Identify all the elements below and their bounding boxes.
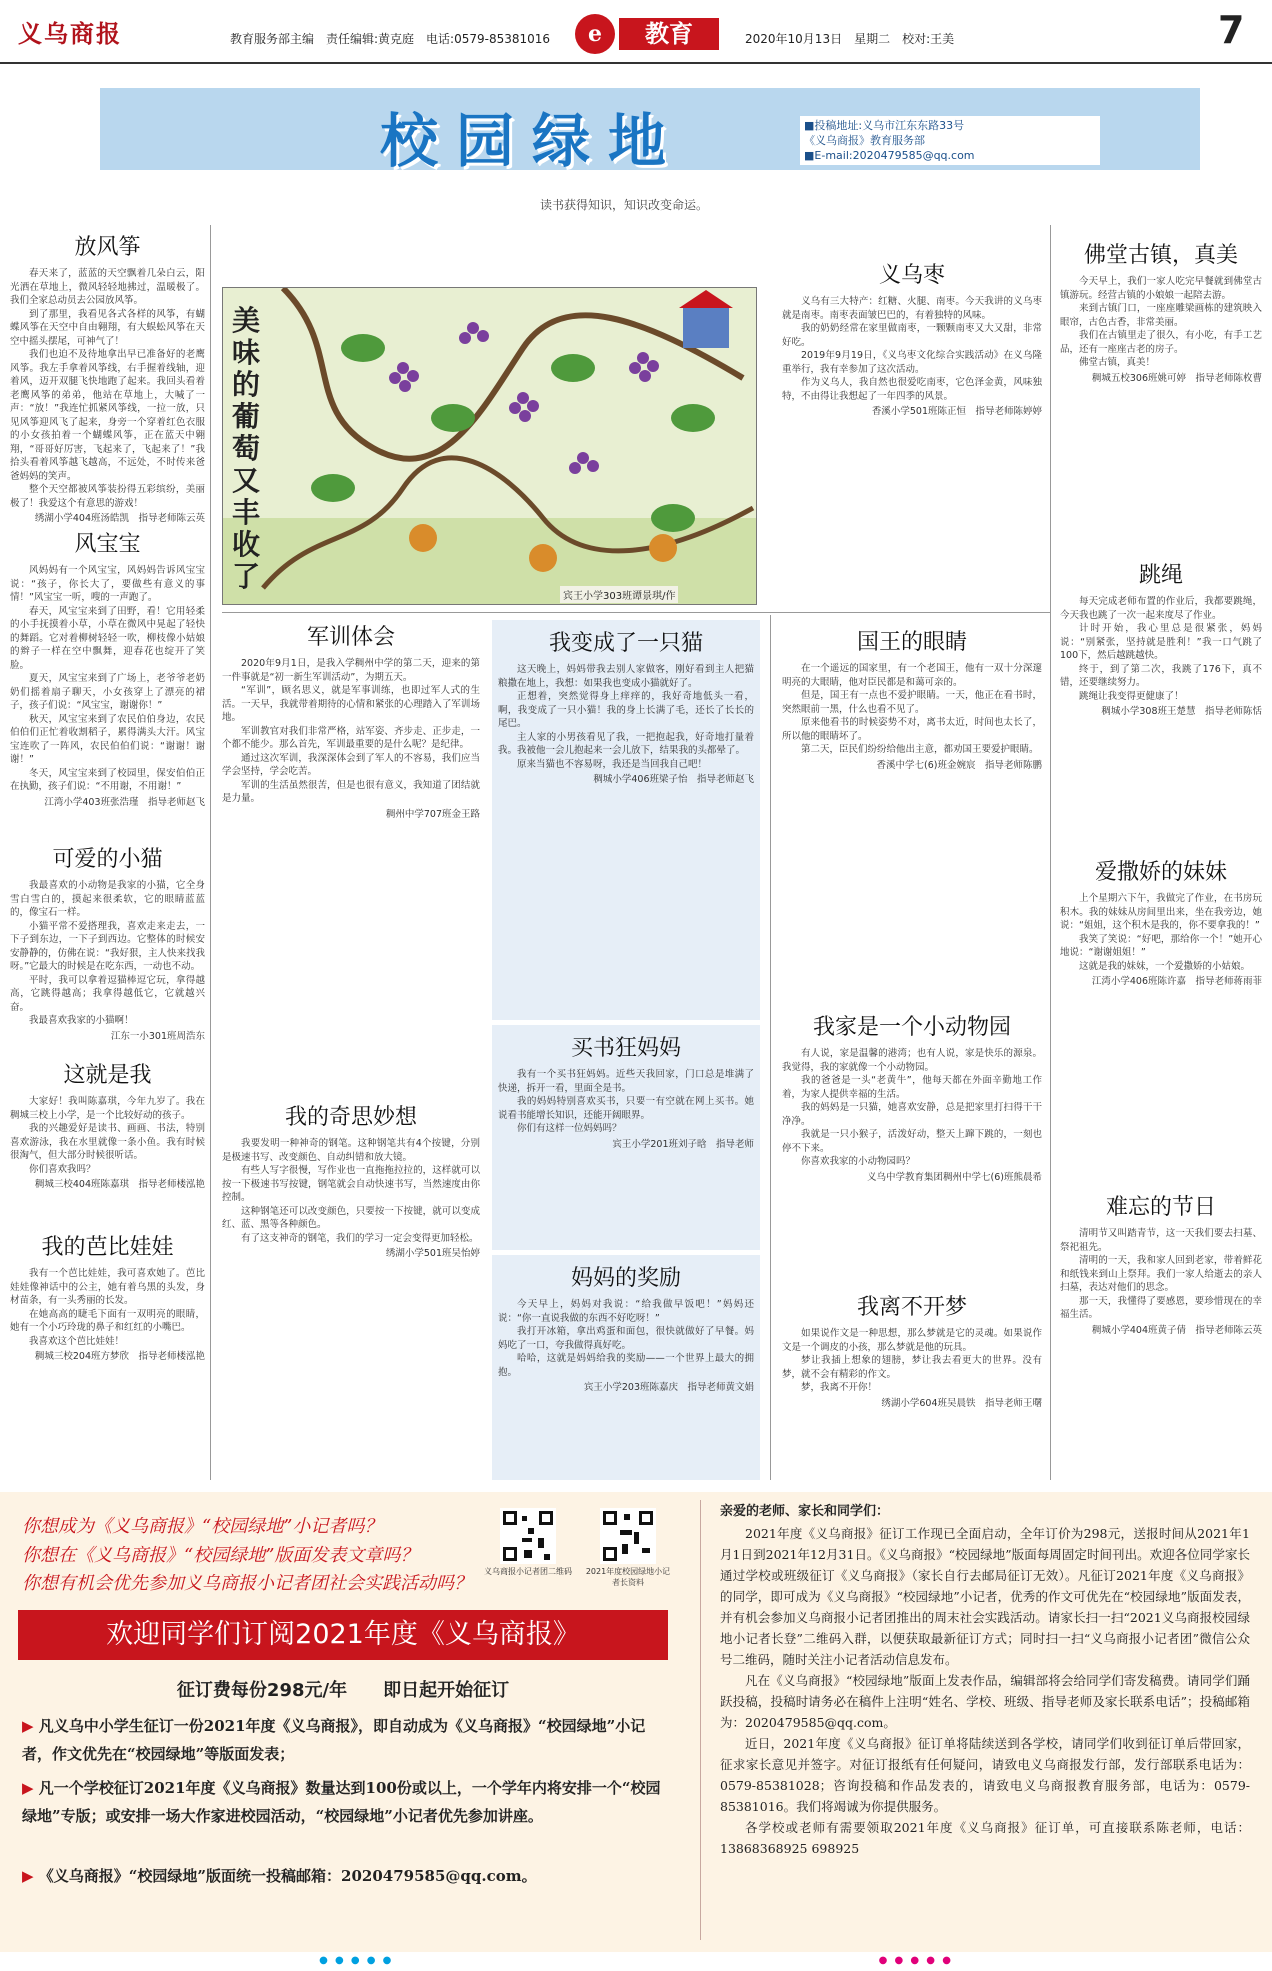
article-byline: 稠州中学707班金王路 [385,808,480,820]
article-paragraph: 有了这支神奇的钢笔，我们的学习一定会变得更加轻松。 [241,1232,479,1244]
column-title: 校园绿地 [380,107,685,175]
article-paragraph: 我的妈妈特别喜欢买书，只要一有空就在网上买书。她说看书能增长知识，还能开阔眼界。 [498,1096,754,1121]
column-divider [770,615,771,1480]
article-paragraph: 我的爸爸是一头“老黄牛”，他每天都在外面辛勤地工作着，为家人提供幸福的生活。 [782,1075,1042,1100]
article-paragraph: 我的奶奶经常在家里做南枣，一颗颗南枣又大又甜，非常好吃。 [782,323,1042,348]
masthead: 义乌商报 [18,19,122,48]
article-paragraph: 如果说作文是一种思想，那么梦就是它的灵魂。如果说作文是一个调皮的小孩，那么梦就是他的玩具。 [782,1328,1042,1353]
article-paragraph: 我最喜欢的小动物是我家的小猫，它全身雪白雪白的，摸起来很柔软，它的眼睛蓝蓝的，像宝石一样。 [10,880,205,918]
article-paragraph: 梦，我离不开你！ [801,1382,878,1393]
article-paragraph: 今天早上，我们一家人吃完早餐就到佛堂古镇游玩。经营古镇的小娘娘一起陪去游。 [1060,276,1262,301]
article-paragraph: 跳绳让我变得更健康了！ [1079,690,1184,702]
article-byline: 绣湖小学501班吴怡婷 [385,1248,480,1259]
section-divider [222,612,1050,613]
article-byline: 绣湖小学404班汤皓凯 指导老师陈云英 [34,513,205,522]
article-paragraph: 你们喜欢我吗？ [29,1163,96,1175]
article-title: 军训体会 [306,625,395,650]
article-yiwu-date [782,258,1042,610]
column-divider [1050,225,1051,1480]
article-sister [1060,855,1262,1185]
subscribe-banner: 欢迎同学们订阅2021年度《义乌商报》 [18,1610,668,1660]
article-king-eyes [782,625,1042,1005]
qr-caption: 2021年度校园绿地小记者长资料 [585,1567,671,1587]
ad-benefit [22,1774,672,1830]
grape-painting-image [223,288,756,604]
article-title: 可爱的小猫 [52,847,163,872]
article-paragraph: 我打开冰箱，拿出鸡蛋和面包，很快就做好了早餐。妈妈吃了一口，夸我做得真好吃。 [498,1326,754,1351]
article-paragraph: 这就是我的妹妹，一个爱撒娇的小姑娘。 [1079,960,1251,972]
article-paragraph: 秋天，风宝宝来到了农民伯伯身边，农民伯伯们正忙着收割稻子，累得满头大汗。风宝宝连吹了一阵风，农民伯伯们说：“谢谢！谢谢！” [10,713,205,765]
article-paragraph: 小猫平常不爱搭理我，喜欢走来走去，一下子到东边，一下子到西边。它整体的时候安安静静的，仿佛在说：“我好狠，主人快来找我呀。”它最大的时候是在吃东西，一动也不动。 [10,920,205,972]
article-paragraph: 我的兴趣爱好是读书、画画、书法，特别喜欢游泳，我在水里就像一条小鱼。我有时候很淘气，但大部分时候很听话。 [10,1123,205,1161]
article-paragraph: 正想着，突然觉得身上痒痒的，我好奇地低头一看，啊，我变成了一只小猫！我的身上长满了毛，还长了长长的尾巴。 [498,691,754,729]
article-byline: 稠城三校404班陈嘉琪 指导老师楼泓艳 [34,1179,205,1190]
section-name: 教育 [619,18,719,50]
contact-dept: 《义乌商报》教育服务部 [804,134,925,147]
article-wind [10,527,205,837]
publication-info: 教育服务部主编 责任编辑:黄克庭 电话:0579-85381016 [230,32,551,46]
article-paragraph: 这种钢笔还可以改变颜色，只要按一下按键，就可以变成红、蓝、黑等各种颜色。 [222,1205,480,1230]
article-paragraph: 夏天，风宝宝来到了广场上，老爷爷老奶奶们摇着扇子聊天，小女孩穿上了漂亮的裙子，孩子们说：“风宝宝，谢谢你！” [10,673,205,711]
qr-code-icon[interactable] [600,1508,656,1564]
article-byline: 绣湖小学604班吴晨铁 指导老师王曙 [881,1397,1042,1409]
ad-benefit [22,1712,672,1768]
article-paragraph: 义乌有三大特产：红糖、火腿、南枣。今天我讲的义乌枣就是南枣。南枣表面皱巴巴的，有着独特的风味。 [782,296,1042,321]
article-byline: 香溪小学501班陈正恒 指导老师陈婷婷 [871,406,1042,417]
article-paragraph: 我要发明一种神奇的钢笔。这种钢笔共有4个按键，分别是极速书写、改变颜色、自动纠错和放大镜。 [222,1138,480,1163]
article-paragraph: 我的妈妈是一只猫，她喜欢安静，总是把家里打扫得干干净净。 [782,1102,1042,1127]
article-byline: 宾王小学203班陈嘉庆 指导老师黄文娟 [583,1382,754,1393]
article-paragraph: 今天早上，妈妈对我说：“给我做早饭吧！”妈妈还说：“你一直说我做的东西不好吃呀！” [498,1299,754,1324]
triangle-icon: ▶ [22,1717,39,1735]
article-paragraph: 那一天，我懂得了要感恩，要珍惜现在的幸福生活。 [1060,1295,1262,1320]
article-paragraph: 我有一个买书狂妈妈。近些天我回家，门口总是堆满了快递，拆开一看，里面全是书。 [498,1069,754,1094]
article-byline: 江湾小学403班张浩瑾 指导老师赵飞 [44,796,205,808]
article-title: 我的芭比娃娃 [41,1235,174,1260]
article-cat [10,842,205,1052]
article-book-mom [492,1025,760,1250]
article-byline: 稠城小学406班梁子怡 指导老师赵飞 [593,774,754,785]
article-paragraph: “军训”，顾名思义，就是军事训练，也即过军人式的生活。一天早，我就带着期待的心情和紧张的心理踏入了军训场地。 [222,685,480,723]
ad-question: 你想在《义乌商报》“校园绿地”版面发表文章吗？ [22,1545,419,1566]
article-title: 佛堂古镇，真美 [1083,243,1238,268]
article-paragraph: 梦让我插上想象的翅膀，梦让我去看更大的世界。没有梦，就不会有精彩的作文。 [782,1355,1042,1380]
article-byline: 宾王小学201班刘子晗 指导老师 [612,1138,754,1150]
article-paragraph: 每天完成老师布置的作业后，我都要跳绳，今天我也跳了一次一起来度尽了作业。 [1060,596,1262,621]
article-paragraph: 你们有这样一位妈妈吗？ [517,1123,622,1134]
column-divider [210,225,211,1480]
notice-paragraph: 2021年度《义乌商报》征订工作现已全面启动，全年订价为298元，送报时间从2021年1月1日到2021年12月31日。《义乌商报》“校园绿地”版面每周固定时间刊出。欢迎各位同学家长通过学校或班级征订《义乌商报》（家长自行去邮局征订无效）。凡征订2021年度《义乌商报》的同学，即可成为《义乌商报》“校园绿地”小记者，优秀的作文可优先在“校园绿地”版面发表，并有机会参加义乌商报小记者团推出的周末社会实践活动。请家长扫一扫“2021义乌商报校园绿地小记者长登”二维码入群，以便获取最新征订方式；同时扫一扫“义乌商报小记者团”微信公众号二维码，随时关注小记者活动信息发布。 [720,1526,1250,1667]
article-byline: 江湾小学406班陈许嘉 指导老师蒋雨菲 [1091,976,1262,987]
article-paragraph: 我们在古镇里走了很久，有小吃，有手工艺品，还有一座座古老的房子。 [1060,330,1262,355]
article-paragraph: 2019年9月19日，《义乌枣文化综合实践活动》在义乌隆重举行，我有幸参加了这次活动。 [782,350,1042,375]
article-paragraph: 这天晚上，妈妈带我去别人家做客，刚好看到主人把猫粮撒在地上，我想：如果我也变成小猫就好了。 [498,664,754,689]
article-paragraph: 冬天，风宝宝来到了校园里，保安伯伯正在执勤，孩子们说：“不用谢，不用谢！” [10,767,205,792]
article-paragraph: 佛堂古镇，真美！ [1079,357,1156,368]
article-paragraph: 春天来了，蓝蓝的天空飘着几朵白云，阳光洒在草地上，微风轻轻地拂过，温暖极了。我们全家总动员去公园放风筝。 [10,268,205,306]
children-painting [222,287,757,605]
painting-credit: 宾王小学303班谭景琪/作 [560,586,678,603]
contact-email[interactable]: ■E-mail:2020479585@qq.com [804,149,975,162]
article-paragraph: 风妈妈有一个风宝宝，风妈妈告诉风宝宝说：“孩子，你长大了，要做些有意义的事情！”风宝宝一听，嗖的一声跑了。 [10,565,205,603]
triangle-icon: ▶ [22,1867,39,1885]
subscribe-price: 征订费每份298元/年 即日起开始征订 [176,1680,510,1701]
subscription-notice [720,1500,1250,1859]
article-me [10,1058,205,1225]
article-paragraph: 我有一个芭比娃娃，我可喜欢她了。芭比娃娃像神话中的公主，她有着乌黑的头发，身材苗条，有一头秀丽的长发。 [10,1268,205,1306]
article-doll [10,1230,205,1480]
ad-divider [700,1500,701,1940]
article-title: 我变成了一只猫 [548,631,703,656]
article-byline: 稠城小学404班黄子倩 指导老师陈云英 [1091,1324,1262,1336]
article-title: 国王的眼睛 [856,630,967,655]
article-paragraph: 平时，我可以拿着逗猫棒逗它玩，拿得越高，它跳得越高；我拿得越低它，它就越兴奋。 [10,974,205,1013]
article-title: 妈妈的奖励 [570,1266,681,1291]
article-paragraph: 你喜欢我家的小动物园吗？ [801,1156,916,1167]
article-title: 爱撒娇的妹妹 [1094,860,1227,885]
date-info: 2020年10月13日 星期二 校对:王美 [745,32,955,46]
article-paragraph: 在一个遥远的国家里，有一个老国王，他有一双十分深邃明亮的大眼睛，他对臣民都是和蔼可亲的。 [782,663,1042,688]
article-fotang [1060,238,1262,553]
page-number: 7 [1218,8,1245,52]
article-paragraph: 在她高高的睫毛下面有一双明亮的眼睛，她有一个小巧玲珑的鼻子和红红的小嘴巴。 [10,1308,205,1333]
article-mom-reward [492,1255,760,1480]
article-title: 我的奇思妙想 [284,1105,417,1130]
ad-question: 你想有机会优先参加义乌商报小记者团社会实践活动吗？ [22,1573,472,1594]
article-title: 跳绳 [1138,563,1183,588]
triangle-icon: ▶ [22,1779,39,1797]
notice-paragraph: 凡在《义乌商报》“校园绿地”版面上发表作品，编辑部将会给同学们寄发稿费。请同学们踊跃投稿，投稿时请务必在稿件上注明“姓名、学校、班级、指导老师及家长联系电话”；投稿邮箱为：2020479585@qq.com。 [720,1673,1250,1730]
section-badge [575,14,735,54]
article-title: 义乌枣 [878,263,945,288]
article-paragraph: 清明节又叫踏青节，这一天我们要去扫墓、祭祀祖先。 [1060,1228,1262,1253]
painting-title: 美味的葡萄又丰收了 [232,304,261,593]
article-paragraph: 有人说，家是温馨的港湾；也有人说，家是快乐的源泉。我觉得，我的家就像一个小动物园。 [782,1048,1042,1073]
notice-paragraph: 近日，2021年度《义乌商报》征订单将陆续送到各学校，请同学们收到征订单后带回家，征求家长意见并签字。对征订报纸有任何疑问，请致电义乌商报发行部，发行部联系电话为：0579-85381028；咨询投稿和作品发表的，请致电义乌商报教育服务部，电话为：0579-85381016。我们将竭诚为你提供服务。 [720,1736,1250,1814]
article-dream [782,1290,1042,1480]
article-paragraph: 大家好！我叫陈嘉琪，今年九岁了。我在稠城三校上小学，是一个比较好动的孩子。 [10,1096,205,1121]
article-military [222,620,480,1090]
article-paragraph: 我们也迫不及待地拿出早已准备好的老鹰风筝。我左手拿着风筝线，右手握着线轴，迎着风，迈开双腿飞快地跑了起来。我回头看着老鹰风筝的弟弟，他站在草地上，大喊了一声：“放！”我连忙抓紧风筝线，一拉一放，只见风筝迎风飞了起来，身旁一个穿着红色衣服的小女孩拍着一个蝴蝶风筝，正在蓝天中翱翔，“哥哥好厉害，飞起来了，飞起来了！”我拾头看着风筝越飞越高，不远处，不时传来爸爸妈妈的笑声。 [10,349,205,482]
article-paragraph: 清明的一天，我和家人回到老家，带着鲜花和纸钱来到山上祭拜。我们一家人给逝去的亲人扫墓，表达对他们的思念。 [1060,1255,1262,1293]
article-paragraph: 来到古镇门口，一座座雕梁画栋的建筑映入眼帘，古色古香，非常美丽。 [1060,303,1262,328]
article-title: 买书狂妈妈 [570,1036,681,1061]
article-home-zoo [782,1010,1042,1280]
contact-address: ■投稿地址:义乌市江东东路33号 [804,119,965,132]
article-paragraph: 军训教官对我们非常严格，站军姿、齐步走、正步走，一个都不能少。那么首先，军训最重要的是什么呢？是纪律。 [222,725,480,750]
article-jump-rope [1060,558,1262,848]
article-title: 我离不开梦 [856,1295,967,1320]
article-paragraph: 军训的生活虽然很苦，但是也很有意义，我知道了团结就是力量。 [222,779,480,804]
article-festival [1060,1190,1262,1480]
article-kite [10,230,205,522]
article-paragraph: 春天，风宝宝来到了田野，看！它用轻柔的小手抚摸着小草，小草在微风中晃起了轻快的舞蹈。它对着柳树轻轻一吹，柳枝像小姑娘的辫子一样在空中飘舞，迎春花也绽开了笑脸。 [10,605,205,671]
registration-marks [0,1955,1272,1969]
article-paragraph: 第二天，臣民们纷纷给他出主意，都劝国王要爱护眼睛。 [801,744,1039,755]
ad-question: 你想成为《义乌商报》“校园绿地”小记者吗？ [22,1516,383,1537]
article-paragraph: 哈哈，这就是妈妈给我的奖励——一个世界上最大的拥抱。 [498,1353,754,1378]
slogan: 读书获得知识，知识改变命运。 [540,198,709,212]
article-paragraph: 上个星期六下午，我做完了作业，在书房玩积木。我的妹妹从房间里出来，坐在我旁边，她说：“姐姐，这个积木是我的，你不要拿我的！” [1060,893,1262,931]
article-paragraph: 原来当猫也不容易呀，我还是当回我自己吧！ [517,758,708,770]
article-paragraph: 有些人写字很慢，写作业也一直拖拖拉拉的，这样就可以按一下极速书写按键，钢笔就会自动快速书写，当然速度由你控制。 [222,1165,480,1203]
article-title: 风宝宝 [74,532,141,557]
article-paragraph: 主人家的小男孩看见了我，一把抱起我，好奇地打量着我。我被他一会儿抱起来一会儿放下，结果我的头都晕了。 [498,731,754,756]
article-byline: 稠城五校306班姚可婷 指导老师陈枚曹 [1091,372,1262,384]
article-paragraph: 但是，国王有一点也不爱护眼睛。一天，他正在看书时，突然眼前一黑，什么也看不见了。 [782,690,1042,715]
notice-salutation: 亲爱的老师、家长和同学们： [720,1504,890,1519]
article-paragraph: 我就是一只小猴子，活泼好动，整天上蹿下跳的，一刻也停不下来。 [782,1129,1042,1154]
article-byline: 江东一小301班周浩东 [110,1030,205,1042]
article-byline: 稠城三校204班方梦欣 指导老师楼泓艳 [34,1351,205,1362]
article-byline: 义乌中学教育集团稠州中学七(6)班熊晨希 [867,1171,1042,1183]
article-paragraph: 我最喜欢我家的小猫啊！ [29,1015,134,1026]
ad-benefit [22,1862,672,1890]
article-paragraph: 整个天空都被风筝装扮得五彩缤纷，美丽极了！我爱这个有意思的游戏！ [10,484,205,509]
article-paragraph: 原来他看书的时候姿势不对，离书太近，时间也太长了，所以他的眼睛坏了。 [782,717,1042,742]
article-paragraph: 计时开始，我心里总是很紧张，妈妈说：“别紧张，坚持就是胜利！”我一口气跳了100下，然后越跳越快。 [1060,623,1262,661]
article-magic-pen [222,1100,480,1480]
section-logo-icon: e [575,14,615,54]
article-paragraph: 终于，到了第二次，我跳了176下，真不错，还要继续努力。 [1060,663,1262,688]
article-title: 难忘的节日 [1105,1195,1216,1220]
article-paragraph: 2020年9月1日，是我入学稠州中学的第二天，迎来的第一件事就是“初一新生军训活动”，为期五天。 [222,658,480,683]
qr-code-icon[interactable] [500,1508,556,1564]
ad-benefit-text: 《义乌商报》“校园绿地”版面统一投稿邮箱：2020479585@qq.com。 [38,1867,537,1885]
notice-paragraph: 各学校或老师有需要领取2021年度《义乌商报》征订单，可直接联系陈老师，电话：13868368925 698925 [720,1820,1250,1856]
article-title: 我家是一个小动物园 [812,1015,1011,1040]
ad-benefit-text: 凡一个学校征订2021年度《义乌商报》数量达到100份或以上，一个学年内将安排一个“校园绿地”专版；或安排一场大作家进校园活动，“校园绿地”小记者优先参加讲座。 [22,1779,661,1825]
dot-icon: ● ● ● ● ● [878,1955,953,1966]
article-title: 放风筝 [74,235,141,260]
article-byline: 稠城小学308班王楚慧 指导老师陈恬 [1101,706,1262,717]
article-title: 这就是我 [63,1063,152,1088]
article-cat-self [492,620,760,1020]
article-byline: 香溪中学七(6)班金婉宸 指导老师陈鹏 [876,759,1042,771]
article-paragraph: 到了那里，我看见各式各样的风筝，有蝴蝶风筝在天空中自由翱翔，有大蜈蚣风筝在天空中摇头摆尾，可神气了！ [10,308,205,347]
article-paragraph: 我喜欢这个芭比娃娃！ [29,1335,125,1347]
article-paragraph: 通过这次军训，我深深体会到了军人的不容易，我们应当学会坚持，学会吃苦。 [222,752,480,777]
contact-info [800,116,1100,165]
ad-benefit-text: 凡义乌中小学生征订一份2021年度《义乌商报》，即自动成为《义乌商报》“校园绿地”小记者，作文优先在“校园绿地”等版面发表； [22,1717,646,1763]
article-paragraph: 我笑了笑说：“好吧，那给你一个！”她开心地说：“谢谢姐姐！” [1060,933,1262,958]
article-paragraph: 作为义乌人，我自然也很爱吃南枣，它色泽金黄，风味独特，不由得让我想起了一年四季的风景。 [782,377,1042,402]
qr-caption: 义乌商报小记者团二维码 [484,1567,572,1576]
dot-icon: ● ● ● ● ● [319,1955,394,1966]
